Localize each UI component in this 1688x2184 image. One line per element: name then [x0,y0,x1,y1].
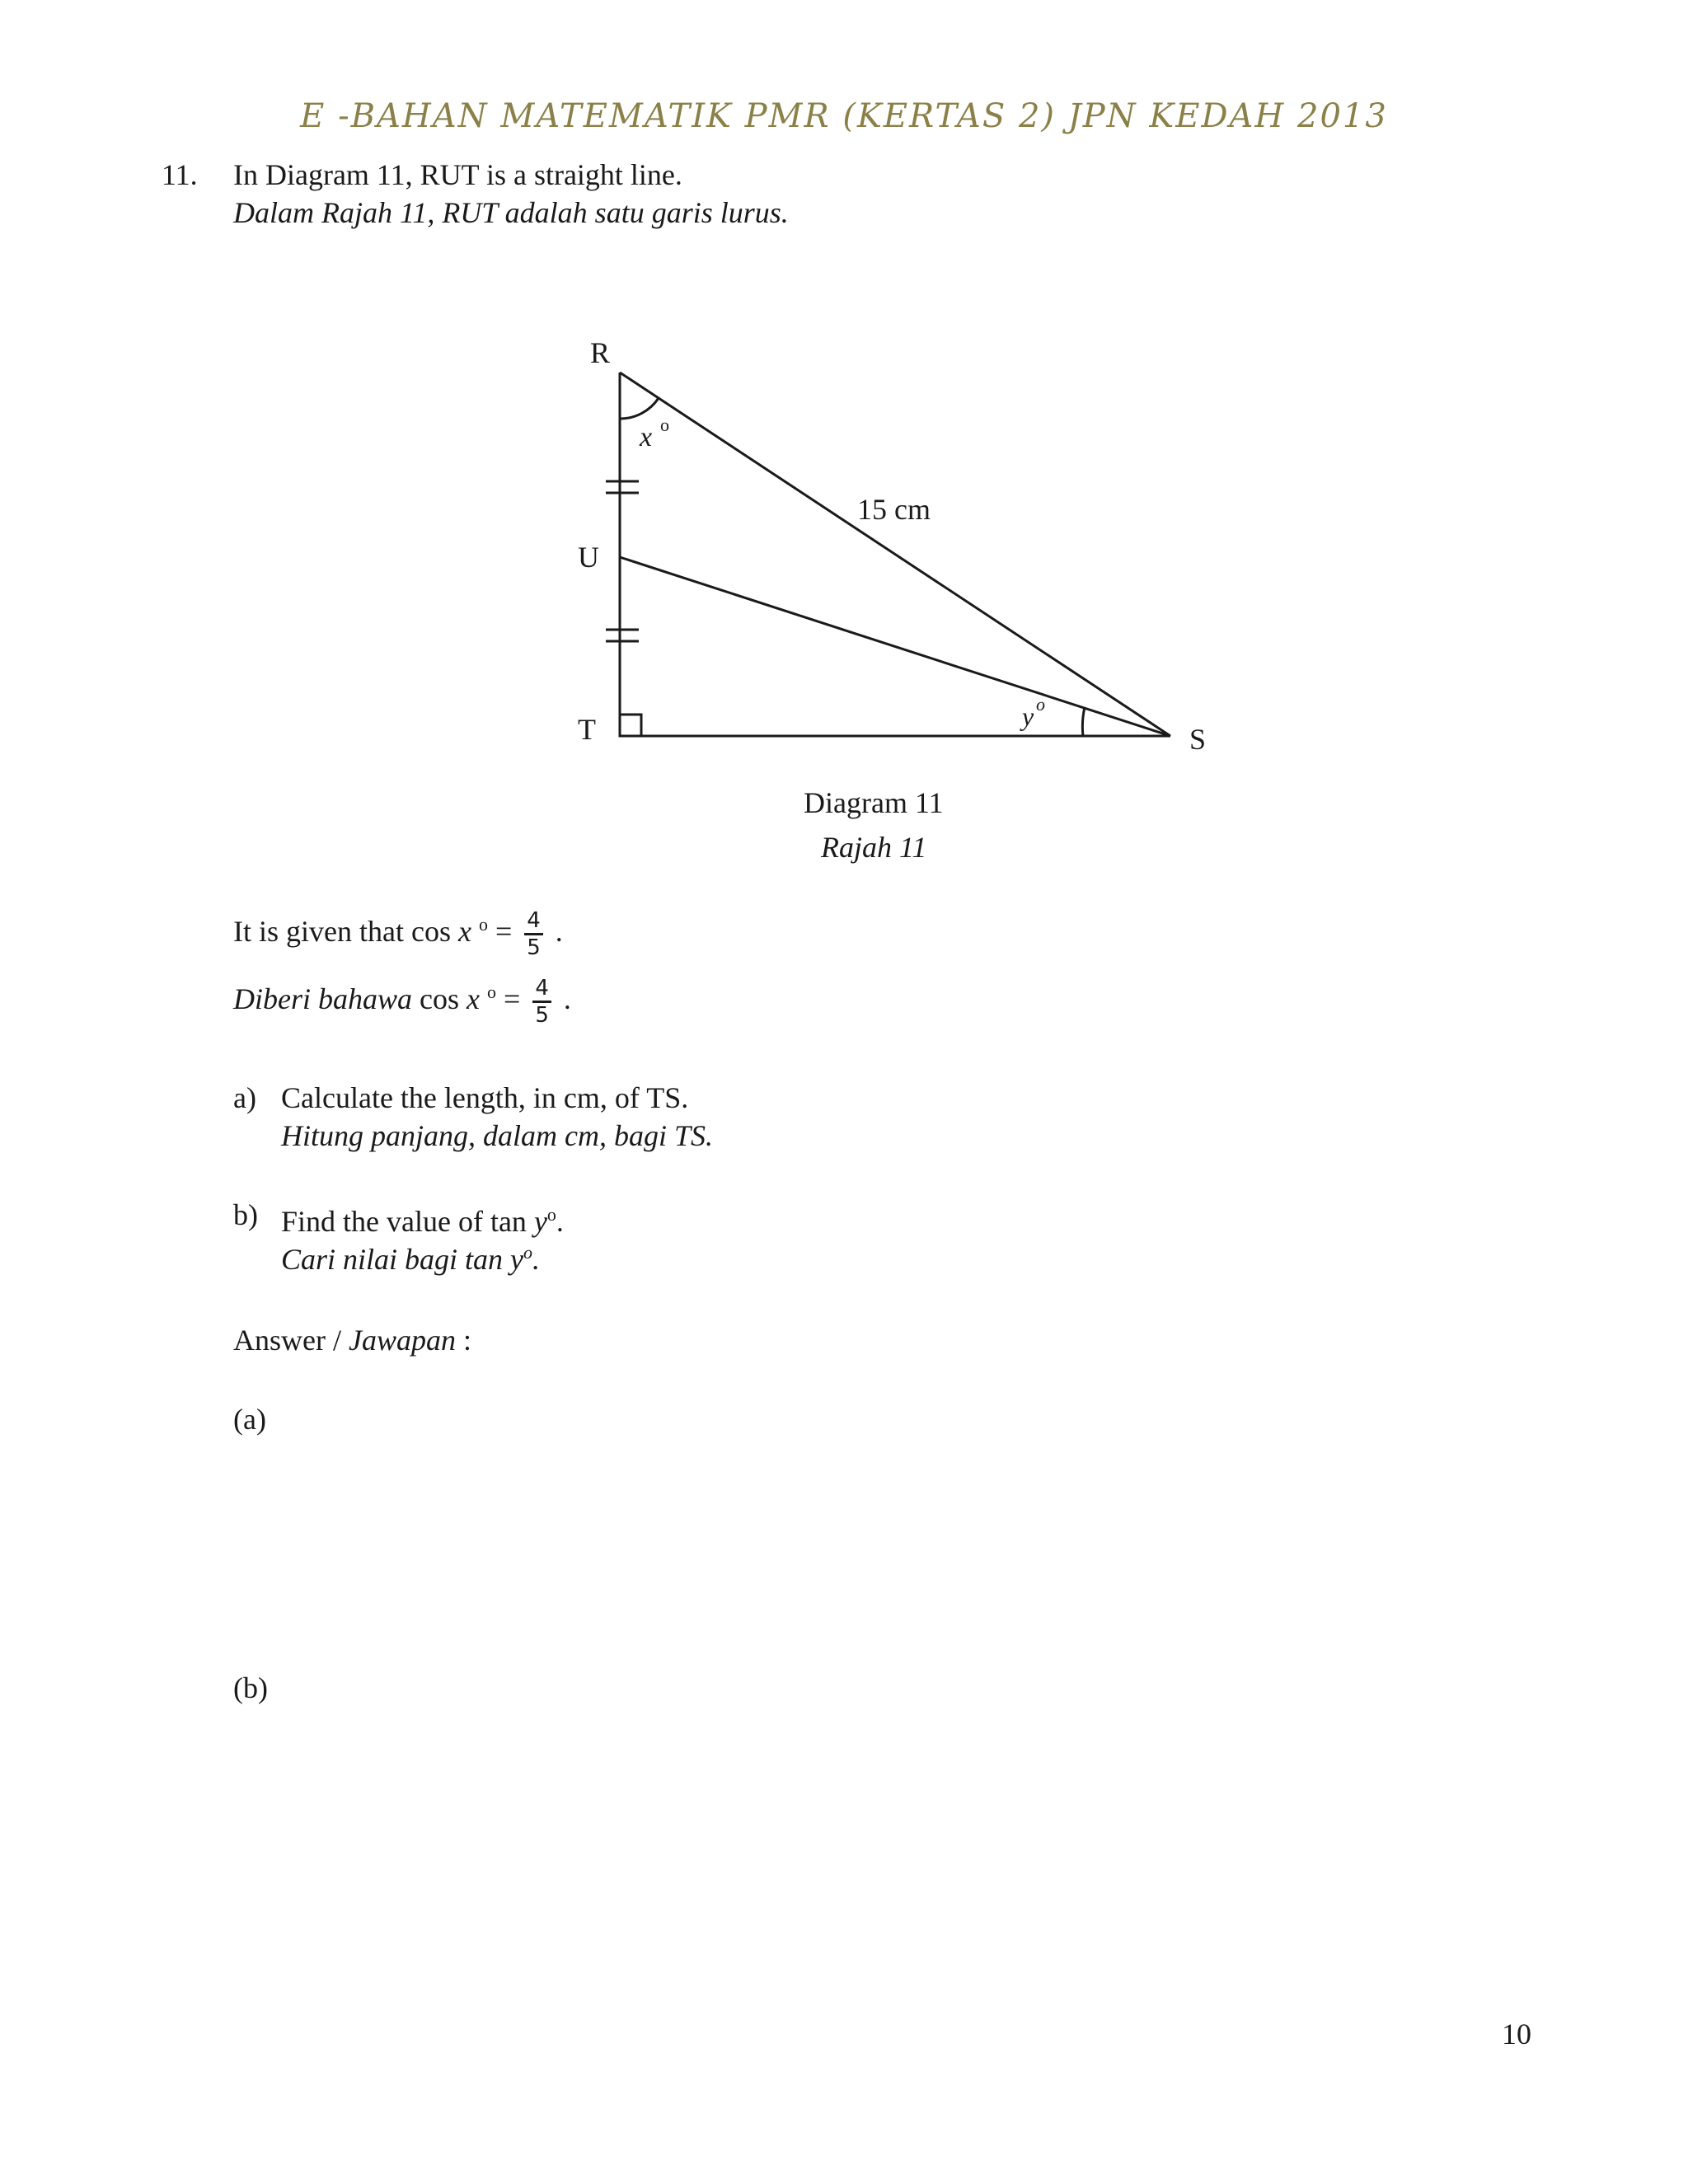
angle-arc-x [620,398,659,419]
part-b-text-ms [281,1235,540,1277]
page-number: 10 [1502,2018,1531,2050]
answer-part-b: (b) [233,1671,268,1704]
given-en-degree: o [478,914,488,935]
given-statement-en [233,907,563,960]
given-ms-fraction [532,976,551,1028]
question-number: 11. [162,158,198,191]
given-ms-degree: o [487,982,496,1002]
given-ms-var: x [467,982,480,1015]
part-b-en-degree: o [546,1204,556,1225]
angle-label-x-degree: o [660,415,669,435]
page-header: E -BAHAN MATEMATIK PMR (KERTAS 2) JPN KEDAH 2013 [300,97,1388,135]
given-en-end: . [555,915,563,948]
answer-label-en: Answer / [233,1324,349,1357]
side-label-rs: 15 cm [857,493,931,526]
answer-label [233,1322,471,1358]
given-statement-ms [233,974,571,1028]
triangle-diagram [0,0,1688,890]
part-a-text-ms: Hitung panjang, dalam cm, bagi TS. [281,1119,714,1152]
vertex-label-r: R [590,336,611,369]
question-intro-en: In Diagram 11, RUT is a straight line. [233,158,682,191]
part-b-label: b) [233,1198,258,1231]
part-b-en-prefix: Find the value of tan [281,1205,527,1238]
line-rs [620,373,1170,736]
vertex-label-s: S [1189,723,1207,756]
line-us [620,557,1170,736]
given-ms-equals: = [504,982,521,1015]
given-ms-end: . [563,982,571,1015]
part-b-ms-prefix: Cari nilai bagi tan [281,1243,504,1276]
angle-label-y-degree: o [1036,694,1045,715]
given-en-var: x [457,915,471,948]
angle-arc-y [1082,707,1085,736]
vertex-label-u: U [578,541,599,574]
part-b-ms-end: . [532,1243,541,1276]
part-b-en-var: y [533,1205,547,1238]
given-en-equals: = [495,915,513,948]
answer-label-ms: Jawapan [348,1324,456,1357]
fraction-numerator: 4 [524,908,543,935]
angle-label-y: y [1022,701,1034,731]
given-ms-cos: cos [420,982,460,1015]
given-en-fraction [524,908,543,960]
diagram-caption-en: Diagram 11 [804,786,944,819]
given-en-prefix: It is given that cos [233,915,451,948]
answer-part-a: (a) [233,1403,266,1436]
given-ms-prefix: Diberi bahawa [233,982,413,1015]
right-angle-marker [620,715,641,736]
fraction-denominator: 5 [535,1003,549,1029]
part-b-en-end: . [556,1205,564,1238]
vertex-label-t: T [578,713,596,746]
angle-label-x: x [640,422,653,452]
part-b-ms-degree: o [523,1242,533,1263]
diagram-caption-ms: Rajah 11 [821,831,927,864]
fraction-denominator: 5 [527,935,541,961]
part-b-ms-var: y [510,1243,524,1276]
fraction-numerator: 4 [532,976,551,1003]
part-a-text-en: Calculate the length, in cm, of TS. [281,1081,689,1114]
question-intro-ms: Dalam Rajah 11, RUT adalah satu garis lurus. [233,196,789,229]
part-a-label: a) [233,1081,256,1114]
part-b-text-en [281,1197,564,1240]
answer-label-colon: : [455,1324,471,1357]
